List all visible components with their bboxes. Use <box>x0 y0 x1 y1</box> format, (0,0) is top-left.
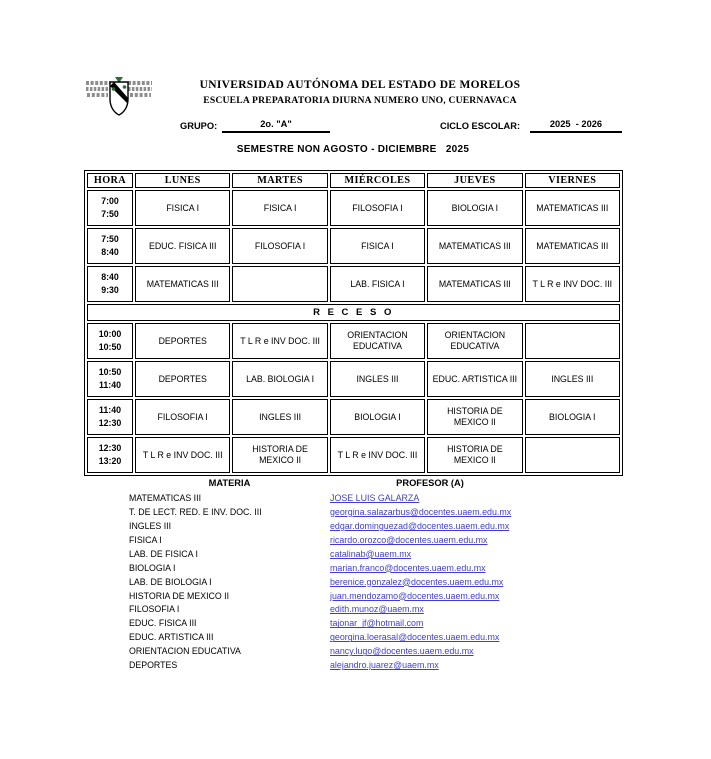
subject-row <box>129 561 539 575</box>
subject-row <box>129 644 539 658</box>
schedule-header-row <box>87 173 620 188</box>
col-header-hora: HORA <box>87 173 133 188</box>
time-cell <box>87 190 133 226</box>
time-cell <box>87 266 133 302</box>
schedule-cell: FISICA I <box>232 190 327 226</box>
materia-item: MATEMATICAS III <box>129 492 202 503</box>
schedule-cell: LAB. BIOLOGIA I <box>232 361 327 397</box>
schedule-cell: DEPORTES <box>135 361 230 397</box>
schedule-cell: DEPORTES <box>135 323 230 359</box>
subjects-rows <box>129 491 539 672</box>
schedule-row <box>87 323 620 359</box>
time-cell <box>87 399 133 435</box>
crest-icon <box>86 76 152 120</box>
schedule-row <box>87 228 620 264</box>
subject-row <box>129 491 539 505</box>
schedule-cell: INGLES III <box>330 361 425 397</box>
time-end: 8:40 <box>101 247 119 257</box>
subject-row <box>129 505 539 519</box>
university-name: UNIVERSIDAD AUTÓNOMA DEL ESTADO DE MORELOS <box>199 79 521 91</box>
schedule-row <box>87 361 620 397</box>
schedule-cell: T L R e INV DOC. III <box>330 437 425 473</box>
schedule-cell: BIOLOGIA I <box>330 399 425 435</box>
col-header-jueves: JUEVES <box>427 173 522 188</box>
schedule-cell <box>525 437 620 473</box>
cycle-value: 2025 - 2026 <box>530 119 622 133</box>
time-cell <box>87 437 133 473</box>
materia-item: ORIENTACION EDUCATIVA <box>129 646 241 657</box>
schedule-row <box>87 190 620 226</box>
time-cell <box>87 323 133 359</box>
materia-item: BIOLOGIA I <box>129 562 176 573</box>
schedule-row <box>87 437 620 473</box>
subject-row <box>129 575 539 589</box>
schedule-cell: T L R e INV DOC. III <box>525 266 620 302</box>
subject-row <box>129 547 539 561</box>
profesor-link[interactable]: marian.franco@docentes.uaem.edu.mx <box>330 562 486 573</box>
profesor-link[interactable]: edgar.dominguezad@docentes.uaem.edu.mx <box>330 520 510 531</box>
school-name: ESCUELA PREPARATORIA DIURNA NUMERO UNO, CUERNAVACA <box>203 95 517 106</box>
time-end: 13:20 <box>98 456 122 466</box>
schedule-table <box>84 170 623 476</box>
materia-item: LAB. DE BIOLOGIA I <box>129 576 212 587</box>
profesor-link[interactable]: berenice.gonzalez@docentes.uaem.edu.mx <box>330 576 504 587</box>
profesor-link[interactable]: juan.mendozamo@docentes.uaem.edu.mx <box>330 590 500 601</box>
subject-row <box>129 603 539 617</box>
subject-row <box>129 616 539 630</box>
time-cell <box>87 228 133 264</box>
subject-row <box>129 658 539 672</box>
subject-row <box>129 533 539 547</box>
schedule-cell: BIOLOGIA I <box>427 190 522 226</box>
group-label: GRUPO: <box>180 121 218 131</box>
schedule-cell: INGLES III <box>232 399 327 435</box>
profesor-link[interactable]: georgina.loerasal@docentes.uaem.edu.mx <box>330 632 500 643</box>
materia-item: HISTORIA DE MEXICO II <box>129 590 230 601</box>
profesor-link[interactable]: georgina.salazarbus@docentes.uaem.edu.mx <box>330 506 512 517</box>
materia-item: FILOSOFIA I <box>129 604 180 615</box>
cycle-label: CICLO ESCOLAR: <box>440 121 521 131</box>
time-end: 11:40 <box>98 380 121 390</box>
schedule-cell <box>232 266 327 302</box>
time-end: 7:50 <box>101 209 119 219</box>
schedule-cell: INGLES III <box>525 361 620 397</box>
time-start: 7:00 <box>101 196 119 207</box>
schedule-row <box>87 399 620 435</box>
subject-row <box>129 519 539 533</box>
col-header-martes: MARTES <box>232 173 327 188</box>
schedule-cell: FISICA I <box>135 190 230 226</box>
schedule-cell: FILOSOFIA I <box>232 228 327 264</box>
schedule-cell: T L R e INV DOC. III <box>135 437 230 473</box>
schedule-cell: FILOSOFIA I <box>135 399 230 435</box>
materia-item: LAB. DE FISICA I <box>129 548 198 559</box>
schedule-cell: ORIENTACION EDUCATIVA <box>427 323 522 359</box>
time-end: 12:30 <box>98 418 122 428</box>
materia-header: MATERIA <box>208 478 251 488</box>
university-crest-logo <box>86 76 152 120</box>
materia-item: FISICA I <box>129 534 162 545</box>
time-start: 12:30 <box>98 443 122 454</box>
schedule-cell: LAB. FISICA I <box>330 266 425 302</box>
time-start: 7:50 <box>101 234 119 245</box>
schedule-cell <box>525 323 620 359</box>
schedule-cell: T L R e INV DOC. III <box>232 323 327 359</box>
time-start: 11:40 <box>98 405 121 416</box>
schedule-cell: HISTORIA DE MEXICO II <box>427 399 522 435</box>
schedule-cell: FISICA I <box>330 228 425 264</box>
subjects-section <box>129 478 539 672</box>
schedule-cell: ORIENTACION EDUCATIVA <box>330 323 425 359</box>
materia-item: T. DE LECT. RED. E INV. DOC. III <box>129 506 262 517</box>
schedule-cell: HISTORIA DE MEXICO II <box>232 437 327 473</box>
schedule-cell: MATEMATICAS III <box>427 266 522 302</box>
time-end: 10:50 <box>98 342 122 352</box>
materia-item: EDUC. ARTISTICA III <box>129 632 214 643</box>
schedule-cell: HISTORIA DE MEXICO II <box>427 437 522 473</box>
subjects-header-row <box>129 478 539 488</box>
profesor-link[interactable]: tajonar_jf@hotmail.com <box>330 618 424 629</box>
profesor-link[interactable]: catalinab@uaem.mx <box>330 548 412 559</box>
col-header-miercoles: MIÉRCOLES <box>330 173 425 188</box>
materia-item: DEPORTES <box>129 660 178 671</box>
recess-label: R E C E S O <box>87 304 620 321</box>
materia-item: EDUC. FISICA III <box>129 618 197 629</box>
time-start: 10:50 <box>98 367 122 378</box>
time-end: 9:30 <box>101 285 119 295</box>
profesor-link[interactable]: edith.munoz@uaem.mx <box>330 604 424 615</box>
schedule-cell: MATEMATICAS III <box>427 228 522 264</box>
schedule-cell: EDUC. ARTISTICA III <box>427 361 522 397</box>
time-start: 10:00 <box>98 329 122 340</box>
col-header-viernes: VIERNES <box>525 173 620 188</box>
group-value: 2o. "A" <box>222 119 330 133</box>
schedule-cell: MATEMATICAS III <box>525 190 620 226</box>
recess-row <box>87 304 620 321</box>
time-start: 8:40 <box>101 272 119 283</box>
schedule-cell: EDUC. FISICA III <box>135 228 230 264</box>
document-header <box>150 79 570 106</box>
schedule-cell: BIOLOGIA I <box>525 399 620 435</box>
col-header-lunes: LUNES <box>135 173 230 188</box>
subject-row <box>129 630 539 644</box>
schedule-cell: FILOSOFIA I <box>330 190 425 226</box>
time-cell <box>87 361 133 397</box>
schedule-cell: MATEMATICAS III <box>135 266 230 302</box>
schedule-cell: MATEMATICAS III <box>525 228 620 264</box>
profesor-link[interactable]: nancy.lugo@docentes.uaem.edu.mx <box>330 646 474 657</box>
semester-title: SEMESTRE NON AGOSTO - DICIEMBRE 2025 <box>236 144 470 155</box>
profesor-header: PROFESOR (A) <box>396 478 464 488</box>
subject-row <box>129 589 539 603</box>
schedule-row <box>87 266 620 302</box>
profesor-link[interactable]: alejandro.juarez@uaem.mx <box>330 660 439 671</box>
profesor-link[interactable]: JOSE LUIS GALARZA <box>330 492 420 503</box>
materia-item: INGLES III <box>129 520 172 531</box>
profesor-link[interactable]: ricardo.orozco@docentes.uaem.edu.mx <box>330 534 488 545</box>
